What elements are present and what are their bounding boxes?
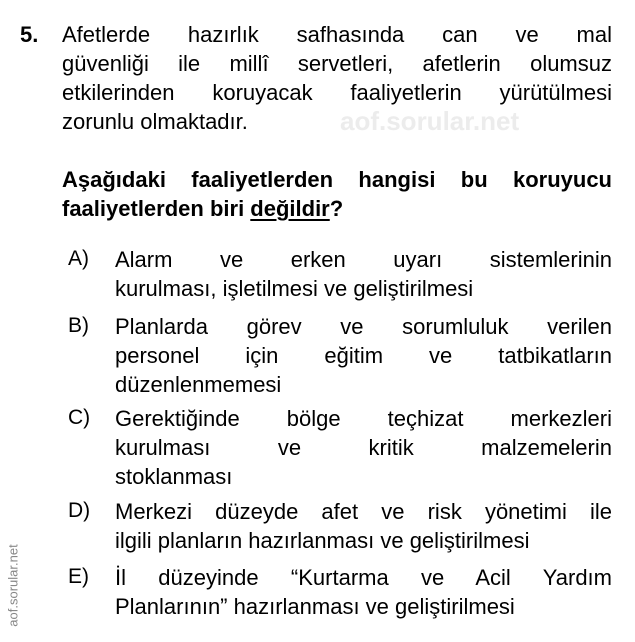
option-letter: D) (68, 499, 91, 522)
option-letter: B) (68, 314, 89, 337)
option-letter: C) (68, 406, 91, 429)
prompt-qmark: ? (329, 196, 344, 221)
side-watermark: aof.sorular.net (5, 544, 21, 627)
prompt-line (62, 194, 612, 223)
option-line: personel için eğitim ve tatbikatların (115, 343, 612, 368)
prompt-line: Aşağıdaki faaliyetlerden hangisi bu koruyucu (62, 167, 612, 192)
negation-word: değildir (250, 196, 330, 221)
option-line: kurulması, işletilmesi ve geliştirilmesi (115, 276, 474, 301)
stem-line: Afetlerde hazırlık safhasında can ve mal (62, 22, 612, 47)
option-line: Merkezi düzeyde afet ve risk yönetimi ile (115, 499, 612, 524)
prompt-text: faaliyetlerden biri (62, 196, 251, 221)
stem-line: etkilerinden koruyacak faaliyetlerin yürütülmesi (62, 80, 612, 105)
question-number: 5. (20, 22, 39, 47)
option-line: stoklanması (115, 464, 233, 489)
option-letter: E) (68, 565, 89, 588)
option-line: Planlarının” hazırlanması ve geliştirilmesi (115, 594, 515, 619)
watermark: aof.sorular.net (340, 106, 520, 136)
option-line: Alarm ve erken uyarı sistemlerinin (115, 247, 612, 272)
option-line: düzenlenmemesi (115, 372, 282, 397)
option-line: İl düzeyinde “Kurtarma ve Acil Yardım (115, 565, 612, 590)
stem-line: zorunlu olmaktadır. (62, 109, 248, 134)
option-line: ilgili planların hazırlanması ve geliştirilmesi (115, 528, 530, 553)
option-letter: A) (68, 247, 89, 270)
stem-line: güvenliği ile millî servetleri, afetlerin olumsuz (62, 51, 612, 76)
option-line: Planlarda görev ve sorumluluk verilen (115, 314, 612, 339)
option-line: Gerektiğinde bölge teçhizat merkezleri (115, 406, 612, 431)
option-line: kurulması ve kritik malzemelerin (115, 435, 612, 460)
